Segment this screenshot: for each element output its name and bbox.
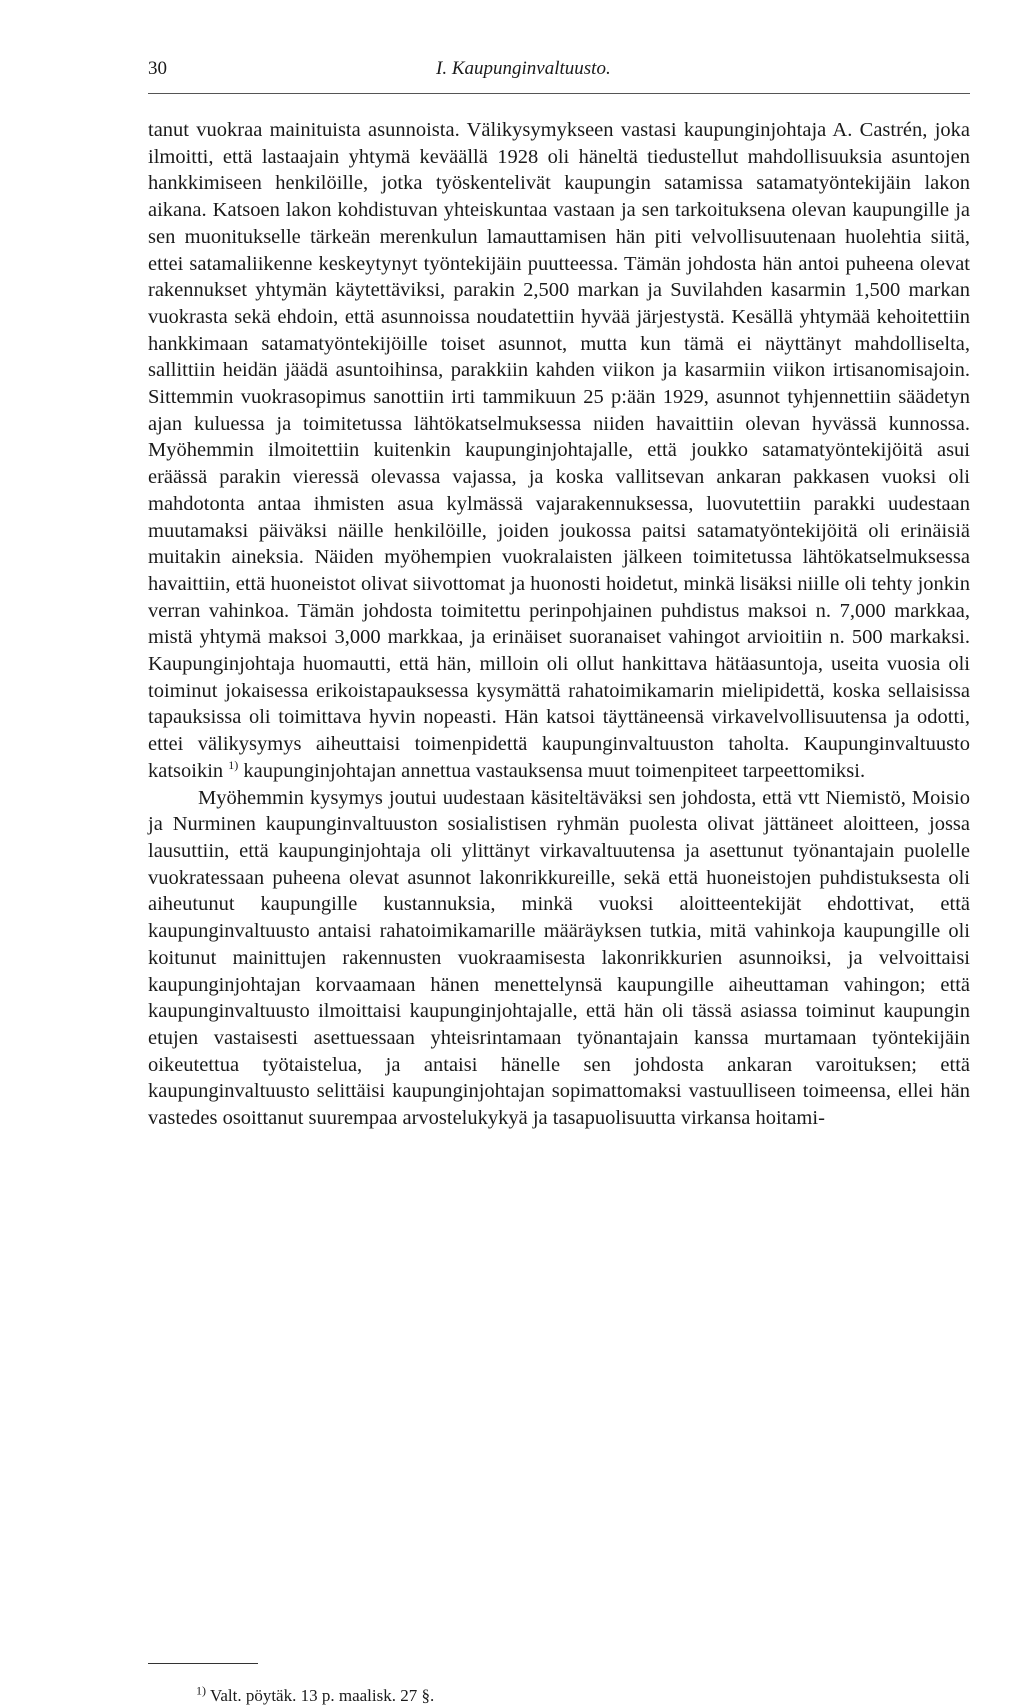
footnote [196,1683,435,1706]
page-number: 30 [148,58,167,79]
paragraph-text-end: kaupunginjohtajan annettua vastauksensa muut toimenpiteet tarpeettomiksi. [238,759,866,782]
footnote-rule [148,1663,258,1664]
footnote-text: Valt. pöytäk. 13 p. maalisk. 27 §. [206,1686,435,1705]
paragraph-text: tanut vuokraa mainituista asunnoista. Välikysymykseen vastasi kaupunginjohtaja A. Castrén, joka ilmoitti, että lastaajain yhtymä keväällä 1928 oli häneltä tiedustellut mahdollisuuksia asuntojen hankkimiseen henkilöille, jotka työskentelivät kaupungin satamissa satamatyöntekijäin lakon aikana. Katsoen lakon kohdistuvan yhteiskuntaa vastaan ja sen tarkoituksena olevan kaupungille ja sen muonitukselle tärkeän merenkulun lamauttamisen hän piti velvollisuutenaan huolehtia siitä, ettei satamaliikenne keskeytynyt työntekijäin puutteessa. Tämän johdosta hän antoi puheena olevat rakennukset yhtymän käytettäviksi, parakin 2,500 markan ja Suvilahden kasarmin 1,500 markan vuokrasta sekä ehdoin, että asunnoissa noudatettiin hyvää järjestystä. Kesällä yhtymää kehoitettiin hankkimaan satamatyöntekijöille toiset asunnot, mutta kun tämä ei näyttänyt mahdolliselta, sallittiin heidän jäädä asuntoihinsa, parakkiin kahden viikon ja kasarmiin viikon irtisanomisajoin. Sittemmin vuokrasopimus sanottiin irti tammikuun 25 p:ään 1929, asunnot tyhjennettiin säädetyn ajan kuluessa ja toimitetussa lähtökatselmuksessa niiden havaittiin olevan hyvässä kunnossa. Myöhemmin ilmoitettiin kuitenkin kaupunginjohtajalle, että joukko satamatyöntekijöitä asui eräässä parakin vieressä olevassa vajassa, ja koska vallitsevan ankaran pakkasen vuoksi oli mahdotonta antaa ihmisten asua kylmässä vajarakennuksessa, luovutettiin parakki uudestaan muutamaksi päiväksi näille henkilöille, joiden joukossa paitsi satamatyöntekijöitä oli erinäisiä muitakin aineksia. Näiden myöhempien vuokralaisten jälkeen toimitetussa lähtökatselmuksessa havaittiin, että huoneistot olivat siivottomat ja huonosti hoidetut, minkä lisäksi niille oli tehty jonkin verran vahinkoa. Tämän johdosta toimitettu perinpohjainen puhdistus maksoi n. 7,000 markkaa, mistä yhtymä maksoi 3,000 markkaa, ja erinäiset suoranaiset vahingot arvioitiin n. 500 markaksi. Kaupunginjohtaja huomautti, että hän, milloin oli ollut hankittava hätäasuntoja, useita vuosia oli toiminut jokaisessa erikoistapauksessa kysymättä rahatoimikamarin mielipidettä, koska sellaisissa tapauksissa oli toimittava hyvin nopeasti. Hän katsoi täyttäneensä virkavelvollisuutensa ja odotti, ettei välikysymys aiheuttaisi toimenpidettä kaupunginvaltuuston taholta. Kaupunginvaltuusto katsoikin [148,119,970,782]
paragraph [148,117,970,785]
paragraph: Myöhemmin kysymys joutui uudestaan käsiteltäväksi sen johdosta, että vtt Niemistö, Moisio ja Nurminen kaupunginvaltuuston sosialistisen ryhmän puolesta olivat jättäneet aloitteen, jossa lausuttiin, että kaupunginjohtaja oli ylittänyt virkavaltuutensa ja asettunut työnantajain puolelle vuokratessaan puheena olevat asunnot lakonrikkureille, sekä että huoneistojen puhdistuksesta oli aiheutunut kaupungille kustannuksia, minkä vuoksi aloitteentekijät ehdottivat, että kaupunginvaltuusto antaisi rahatoimikamarille määräyksen tutkia, mitä vahinkoja kaupungille oli koitunut mainittujen rakennusten vuokraamisesta lakonrikkurien asunnoiksi, ja velvoittaisi kaupunginjohtajan korvaamaan hänen menettelynsä kaupungille aiheuttaman vahingon; että kaupunginvaltuusto ilmoittaisi kaupunginjohtajalle, että hän oli tässä asiassa toiminut kaupungin etujen vastaisesti asettuessaan yhteisrintamaan työnantajain kanssa murtamaan työntekijäin oikeutettua työtaistelua, ja antaisi hänelle sen johdosta ankaran varoituksen; että kaupunginvaltuusto selittäisi kaupunginjohtajan sopimattomaksi vastuulliseen toimeensa, ellei hän vastedes osoittanut suurempaa arvostelukykyä ja tasapuolisuutta virkansa hoitami- [148,786,970,1130]
running-head: I. Kaupunginvaltuusto. [436,58,611,79]
footnote-reference: 1) [228,758,239,773]
footnote-marker: 1) [196,1683,206,1698]
body-text [148,117,970,1132]
header-rule [148,93,970,94]
